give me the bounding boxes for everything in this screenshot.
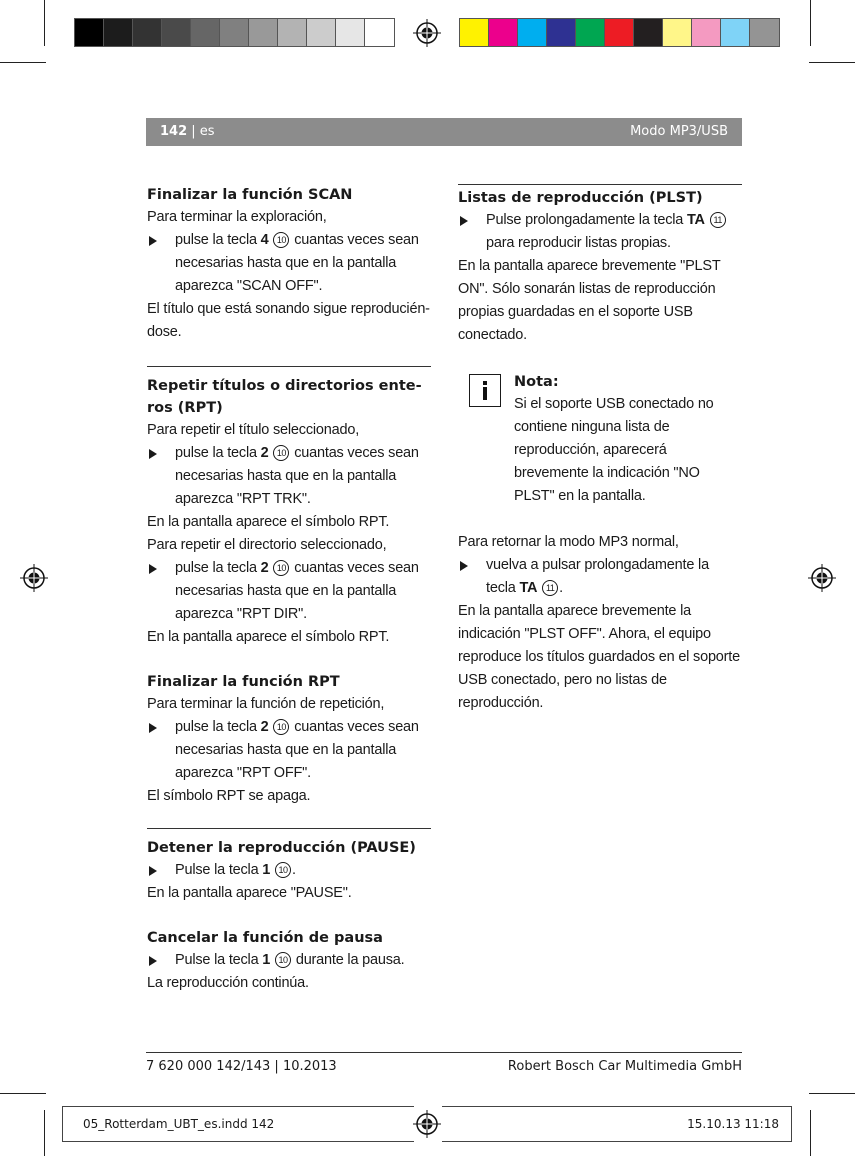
gray-swatch-7 bbox=[249, 19, 278, 46]
page-number: 142 bbox=[160, 124, 188, 139]
gray-swatch-8 bbox=[278, 19, 307, 46]
note-box bbox=[458, 371, 742, 508]
list-text: cuantas veces sean necesarias hasta que en la pantalla aparezca "RPT OFF". bbox=[175, 719, 419, 781]
list-text: pulse la tecla bbox=[175, 232, 261, 248]
gray-swatch-3 bbox=[133, 19, 162, 46]
list-text: pulse la tecla bbox=[175, 719, 261, 735]
paragraph: Para repetir el título seleccionado, bbox=[147, 422, 360, 438]
section-divider bbox=[147, 366, 431, 367]
paragraph: Para terminar la exploración, bbox=[147, 209, 327, 225]
slug-timestamp: 15.10.13 11:18 bbox=[687, 1117, 779, 1131]
circled-number: 10 bbox=[273, 232, 289, 248]
color-swatch-11 bbox=[750, 19, 779, 46]
list-item bbox=[147, 442, 431, 511]
circled-number: 10 bbox=[273, 560, 289, 576]
list-text: cuantas veces sean necesarias hasta que en la pantalla aparezca "RPT DIR". bbox=[175, 560, 419, 622]
crop-mark bbox=[0, 1093, 46, 1094]
section-heading: Cancelar la función de pausa bbox=[147, 930, 383, 946]
registration-mark-icon bbox=[413, 1110, 441, 1138]
key-label: 2 bbox=[260, 445, 269, 461]
page-header bbox=[146, 118, 742, 146]
list-text: pulse la tecla bbox=[175, 560, 261, 576]
crop-mark bbox=[810, 1110, 811, 1156]
grayscale-bar bbox=[74, 18, 395, 47]
key-label: 1 bbox=[262, 952, 271, 968]
header-page-info bbox=[160, 124, 215, 139]
bullet-arrow-icon bbox=[149, 956, 157, 966]
gray-swatch-4 bbox=[162, 19, 191, 46]
gray-swatch-11 bbox=[365, 19, 394, 46]
gray-swatch-10 bbox=[336, 19, 365, 46]
crop-mark bbox=[809, 62, 855, 63]
paragraph: Para terminar la función de repetición, bbox=[147, 696, 385, 712]
crop-mark bbox=[0, 62, 46, 63]
list-text: Pulse la tecla bbox=[175, 952, 263, 968]
list-item bbox=[458, 209, 742, 255]
color-swatch-3 bbox=[518, 19, 547, 46]
list-text: pulse la tecla bbox=[175, 445, 261, 461]
color-swatch-8 bbox=[663, 19, 692, 46]
list-text: . bbox=[559, 580, 564, 596]
color-swatch-7 bbox=[634, 19, 663, 46]
list-text: vuelva a pulsar prolongadamente la tecla bbox=[486, 557, 709, 596]
header-section: Modo MP3/USB bbox=[630, 124, 728, 139]
registration-mark-icon bbox=[413, 19, 441, 47]
color-bar bbox=[459, 18, 780, 47]
paragraph: En la pantalla aparece brevemente la indicación "PLST OFF". Ahora, el equipo reproduce los títulos guardados en el soporte USB conectado, pero no listas de reproducción. bbox=[458, 603, 740, 711]
list-item bbox=[147, 859, 431, 882]
section-heading: Listas de reproducción (PLST) bbox=[458, 190, 703, 206]
key-label: 2 bbox=[260, 560, 269, 576]
paragraph: En la pantalla aparece brevemente "PLST ON". Sólo sonarán listas de reproducción propias guardadas en el soporte USB conectado. bbox=[458, 258, 721, 343]
note-title: Nota: bbox=[514, 374, 559, 390]
circled-number: 10 bbox=[275, 952, 291, 968]
list-text: Pulse la tecla bbox=[175, 862, 263, 878]
slug-filename: 05_Rotterdam_UBT_es.indd 142 bbox=[83, 1117, 275, 1131]
bullet-arrow-icon bbox=[149, 236, 157, 246]
gray-swatch-2 bbox=[104, 19, 133, 46]
paragraph: En la pantalla aparece el símbolo RPT. bbox=[147, 629, 390, 645]
key-label: TA bbox=[519, 580, 538, 596]
key-label: TA bbox=[686, 212, 705, 228]
color-swatch-4 bbox=[547, 19, 576, 46]
gray-swatch-1 bbox=[75, 19, 104, 46]
section-divider bbox=[147, 828, 431, 829]
bullet-arrow-icon bbox=[149, 564, 157, 574]
gray-swatch-9 bbox=[307, 19, 336, 46]
bullet-arrow-icon bbox=[460, 216, 468, 226]
paragraph: El símbolo RPT se apaga. bbox=[147, 788, 311, 804]
color-swatch-10 bbox=[721, 19, 750, 46]
info-icon bbox=[469, 374, 501, 407]
paragraph: La reproducción continúa. bbox=[147, 975, 309, 991]
list-text: para reproducir listas propias. bbox=[486, 235, 671, 251]
color-swatch-1 bbox=[460, 19, 489, 46]
key-label: 1 bbox=[262, 862, 271, 878]
gray-swatch-6 bbox=[220, 19, 249, 46]
bullet-arrow-icon bbox=[149, 723, 157, 733]
color-swatch-5 bbox=[576, 19, 605, 46]
crop-mark bbox=[809, 1093, 855, 1094]
list-text: . bbox=[292, 862, 296, 878]
bullet-arrow-icon bbox=[149, 449, 157, 459]
footer-doc-number: 7 620 000 142/143 | 10.2013 bbox=[146, 1059, 337, 1074]
circled-number: 11 bbox=[710, 212, 726, 228]
bullet-arrow-icon bbox=[149, 866, 157, 876]
bullet-arrow-icon bbox=[460, 561, 468, 571]
section-divider bbox=[458, 184, 742, 185]
slug-date-info bbox=[442, 1106, 792, 1142]
crop-mark bbox=[44, 0, 45, 46]
list-text: cuantas veces sean necesarias hasta que en la pantalla aparezca "SCAN OFF". bbox=[175, 232, 419, 294]
circled-number: 10 bbox=[275, 862, 291, 878]
list-text: Pulse prolongadamente la tecla bbox=[486, 212, 687, 228]
circled-number: 10 bbox=[273, 445, 289, 461]
section-heading: Detener la reproducción (PAUSE) bbox=[147, 840, 416, 856]
slug-file-info bbox=[62, 1106, 414, 1142]
paragraph: En la pantalla aparece el símbolo RPT. bbox=[147, 514, 390, 530]
paragraph: Para repetir el directorio seleccionado, bbox=[147, 537, 387, 553]
circled-number: 11 bbox=[542, 580, 558, 596]
list-item bbox=[147, 949, 431, 972]
left-column bbox=[147, 184, 431, 995]
color-swatch-9 bbox=[692, 19, 721, 46]
registration-mark-icon bbox=[808, 564, 836, 592]
key-label: 4 bbox=[260, 232, 269, 248]
section-heading: Repetir títulos o directorios ente-ros (RPT) bbox=[147, 378, 422, 416]
color-swatch-6 bbox=[605, 19, 634, 46]
header-lang: | es bbox=[187, 124, 215, 139]
list-item bbox=[147, 557, 431, 626]
list-text: durante la pausa. bbox=[292, 952, 405, 968]
color-swatch-2 bbox=[489, 19, 518, 46]
list-item bbox=[458, 554, 742, 600]
paragraph: Para retornar la modo MP3 normal, bbox=[458, 534, 679, 550]
gray-swatch-5 bbox=[191, 19, 220, 46]
page-footer bbox=[146, 1052, 742, 1074]
crop-mark bbox=[810, 0, 811, 46]
paragraph: En la pantalla aparece "PAUSE". bbox=[147, 885, 352, 901]
key-label: 2 bbox=[260, 719, 269, 735]
note-text: Si el soporte USB conectado no contiene ninguna lista de reproducción, aparecerá brevemente la indicación "NO PLST" en la pantalla. bbox=[514, 396, 714, 504]
section-heading: Finalizar la función SCAN bbox=[147, 187, 353, 203]
registration-mark-icon bbox=[20, 564, 48, 592]
footer-company: Robert Bosch Car Multimedia GmbH bbox=[507, 1059, 742, 1074]
circled-number: 10 bbox=[273, 719, 289, 735]
list-item bbox=[147, 716, 431, 785]
crop-mark bbox=[44, 1110, 45, 1156]
paragraph: El título que está sonando sigue reproducién-dose. bbox=[147, 301, 430, 340]
list-text: cuantas veces sean necesarias hasta que en la pantalla aparezca "RPT TRK". bbox=[175, 445, 419, 507]
section-heading: Finalizar la función RPT bbox=[147, 674, 340, 690]
right-column bbox=[458, 184, 742, 715]
list-item bbox=[147, 229, 431, 298]
